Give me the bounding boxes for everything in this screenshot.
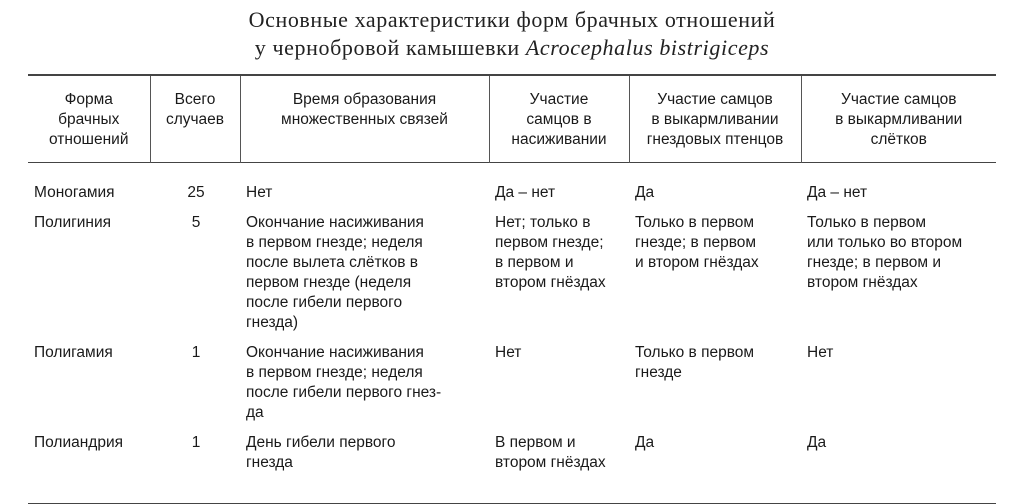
cell-incubation: Да – нет bbox=[495, 184, 556, 201]
header-fledgling-feeding: Участие самцов в выкармливании слётков bbox=[801, 75, 996, 163]
header-mating-form: Форма брачных отношений bbox=[49, 91, 129, 148]
cell-fledgling-feeding: Да bbox=[807, 434, 827, 451]
header-incubation: Участие самцов в насиживании bbox=[489, 75, 629, 163]
cell-fledgling-feeding: Нет bbox=[807, 344, 834, 361]
cell-total-cases: 25 bbox=[187, 184, 205, 201]
cell-formation-time: Нет bbox=[246, 184, 273, 201]
title-line-1: Основные характеристики форм брачных отношений bbox=[248, 7, 776, 32]
cell-nestling-feeding: Только в первом гнезде bbox=[635, 344, 755, 381]
cell-incubation: Нет; только в первом гнезде; в первом и втором гнёздах bbox=[495, 214, 606, 291]
cell-fledgling-feeding: Только в первом или только во втором гнезде; в первом и втором гнёздах bbox=[807, 214, 963, 291]
cell-mating-form: Полиандрия bbox=[34, 434, 124, 451]
mating-forms-table bbox=[28, 74, 996, 504]
cell-mating-form: Моногамия bbox=[34, 184, 115, 201]
table-row bbox=[28, 213, 996, 343]
cell-mating-form: Полигиния bbox=[34, 214, 112, 231]
table-row bbox=[28, 343, 996, 433]
header-total-cases: Всего случаев bbox=[150, 75, 240, 163]
cell-nestling-feeding: Только в первом гнезде; в первом и втором гнёздах bbox=[635, 214, 759, 271]
cell-formation-time: Окончание насиживания в первом гнезде; неделя после вылета слётков в первом гнезде (неделя после гибели первого гнезда) bbox=[246, 214, 424, 331]
cell-total-cases: 1 bbox=[191, 434, 201, 451]
cell-fledgling-feeding: Да – нет bbox=[807, 184, 868, 201]
cell-formation-time: День гибели первого гнезда bbox=[246, 434, 396, 471]
header-nestling-feeding: Участие самцов в выкармливании гнездовых птенцов bbox=[629, 75, 801, 163]
cell-nestling-feeding: Да bbox=[635, 434, 655, 451]
cell-total-cases: 5 bbox=[191, 214, 201, 231]
cell-nestling-feeding: Да bbox=[635, 184, 655, 201]
table-row bbox=[28, 433, 996, 504]
cell-formation-time: Окончание насиживания в первом гнезде; неделя после гибели первого гнез- да bbox=[246, 344, 442, 421]
species-latin-name: Acrocephalus bistrigiceps bbox=[525, 35, 770, 60]
cell-mating-form: Полигамия bbox=[34, 344, 113, 361]
header-formation-time: Время образования множественных связей bbox=[240, 75, 489, 163]
cell-total-cases: 1 bbox=[191, 344, 201, 361]
table-header-row bbox=[28, 75, 996, 163]
table-row bbox=[28, 163, 996, 214]
cell-incubation: Нет bbox=[495, 344, 522, 361]
title-line-2-prefix: у чернобровой камышевки bbox=[254, 35, 520, 60]
title-line-2 bbox=[0, 34, 1024, 62]
cell-incubation: В первом и втором гнёздах bbox=[495, 434, 606, 471]
table-title bbox=[0, 6, 1024, 62]
